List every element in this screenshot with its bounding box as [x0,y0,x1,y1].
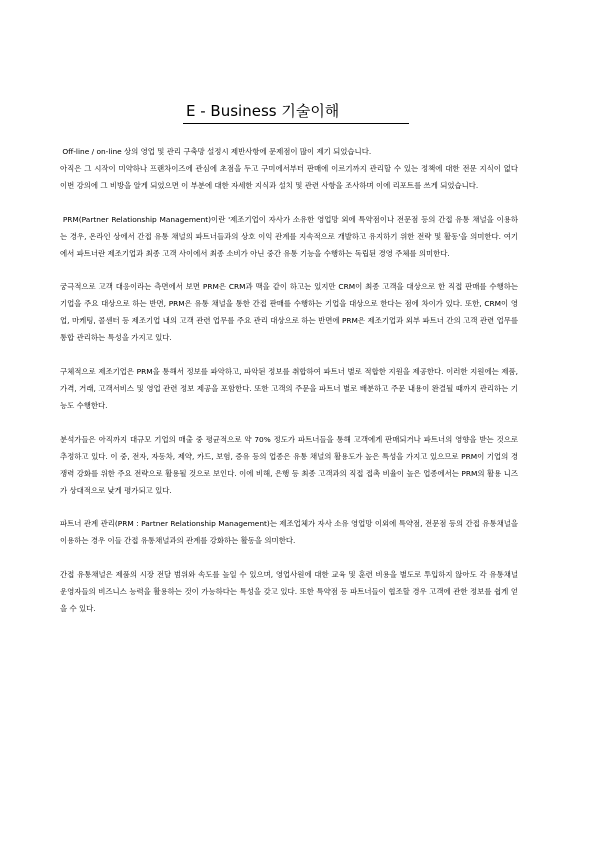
paragraph-intro: Off-line / on-line 상의 영업 및 관리 구축망 설정시 제반사항에 문제점이 많이 제기 되었습니다. 아직은 그 시작이 미약하나 프랜차이즈에 관심에 초점을 두고 구미에서부터 판매에 이르기까지 관리할 수 있는 정책에 대한 전문 지식이 없다 이번 강의에 그 비방을 알게 되었으면 이 부분에 대한 자세한 지식과 설치 및 관련 사항을 조사하며 이에 리포트를 쓰게 되었습니다. [60,147,518,190]
paragraph-analysts: 분석가들은 아직까지 대규모 기업의 매출 중 평균적으로 약 70% 정도가 파트너들을 통해 고객에게 판매되거나 파트너의 영향을 받는 것으로 추정하고 있다. 이 중, 전자, 자동차, 제약, 카드, 보험, 증유 등의 업종은 유통 채널의 활용도가 높은 특성을 가지고 있으므로 PRM이 기업의 경쟁력 강화를 위한 주요 전략으로 활용될 것으로 보인다. 이에 비해, 은행 등 최종 고객과의 직접 접촉 비율이 높은 업종에서는 PRM의 활용 니즈가 상대적으로 낮게 평가되고 있다. [60,434,521,495]
paragraph-partner-management: 파트너 관계 관리(PRM : Partner Relationship Management)는 제조업체가 자사 소유 영업망 이외에 특약점, 전문점 등의 간접 유통채널을 이용하는 경우 이들 간접 유통채널과의 관계를 강화하는 활동을 의미한다. [60,519,521,546]
document-title: E - Business 기술이해 [186,102,340,120]
paragraph-prm-functions: 구체적으로 제조기업은 PRM을 통해서 정보를 파악하고, 파악된 정보를 취합하여 파트너 별로 적합한 지원을 제공한다. 이러한 지원에는 제품, 가격, 거래, 고객서비스 및 영업 관련 정보 제공을 포함한다. 또한 고객의 주문을 파트너 별로 배분하고 주문 내용이 완결될 때까지 관리하는 기능도 수행한다. [60,367,521,410]
paragraph-prm-vs-crm: 궁극적으로 고객 대응이라는 측면에서 보면 PRM은 CRM과 맥을 같이 하고는 있지만 CRM이 최종 고객을 대상으로 한 직접 판매를 수행하는 기업을 주요 대상으로 하는 반면, PRM은 유통 채널을 통한 간접 판매를 수행하는 기업을 대상으로 한다는 점에 차이가 있다. 또한, CRM이 영업, 마케팅, 콜센터 등 제조기업 내의 고객 관련 업무를 주요 관리 대상으로 하는 반면에 PRM은 제조기업과 외부 파트너 간의 고객 관련 업무를 통합 관리하는 특성을 가지고 있다. [60,282,521,343]
title-underline [183,123,409,124]
paragraph-indirect-channels: 간접 유통채널은 제품의 시장 전달 범위와 속도를 높일 수 있으며, 영업사원에 대한 교육 및 훈련 비용을 별도로 투입하지 않아도 각 유통채널 운영자들의 비즈니스 능력을 활용하는 것이 가능하다는 특성을 갖고 있다. 또한 특약점 등 파트너들이 협조할 경우 고객에 관한 정보를 쉽게 얻을 수 있다. [60,570,521,614]
document-body [60,144,521,635]
paragraph-prm-definition: PRM(Partner Relationship Management)이란 '제조기업이 자사가 소유한 영업망 외에 특약점이나 전문점 등의 간접 유통 채널을 이용하는 경우, 온라인 상에서 간접 유통 채널의 파트너들과의 상호 이익 관계를 지속적으로 개발하고 유지하기 위한 전략 및 활동'을 의미한다. 여기에서 파트너란 제조기업과 최종 고객 사이에서 최종 소비가 아닌 중간 유통 기능을 수행하는 독립된 경영 주체를 의미한다. [60,214,518,258]
